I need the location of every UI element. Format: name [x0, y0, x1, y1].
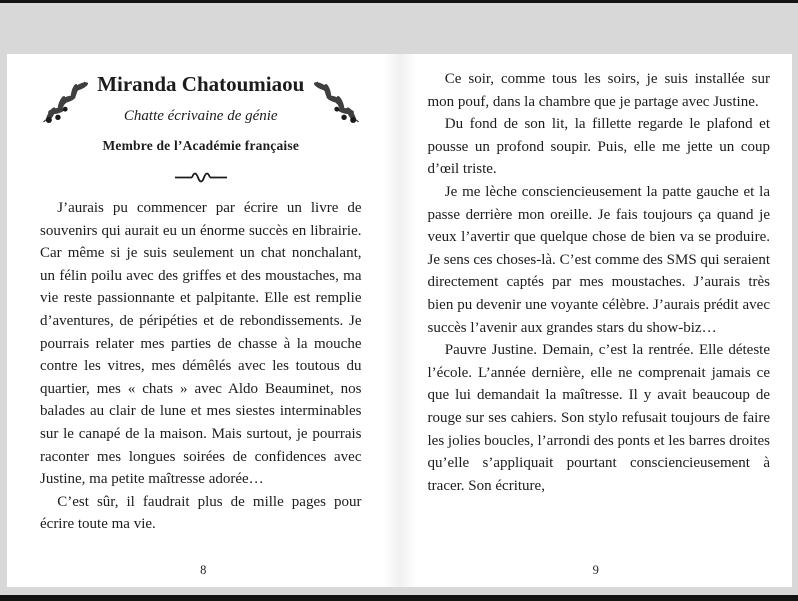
paragraph: Je me lèche consciencieusement la patte gauche et la passe derrière mon oreille. Je fais toujours ça quand je veux l’avertir que quelque chose de bien va se produire. Je sens ces choses-là. C’est comme des SMS qui seraient directement captés par mes moustaches. J’aurais très bien pu devenir une voyante célèbre. J’aurais prédit avec succès l’avenir aux grandes stars du show-biz…	[427, 183, 770, 336]
book-spread	[7, 54, 792, 587]
page-left	[7, 54, 400, 587]
paragraph: C’est sûr, il faudrait plus de mille pages pour écrire toute ma vie.	[40, 493, 362, 533]
page-number-left: 8	[200, 563, 207, 577]
right-page-text	[428, 68, 771, 497]
chapter-header	[40, 54, 362, 184]
paragraph: Du fond de son lit, la fillette regarde le plafond et pousse un profond soupir. Puis, elle me jette un coup d’œil triste.	[427, 116, 770, 178]
screen-bottom-edge	[0, 595, 798, 601]
page-number-right: 9	[592, 563, 599, 577]
left-page-text	[40, 197, 362, 536]
paragraph: Pauvre Justine. Demain, c’est la rentrée. Elle déteste l’école. L’année dernière, elle ne comprenait jamais ce que lui demandait la maîtresse. Il y avait beaucoup de rouge sur ses cahiers. Son stylo refusait toujours de faire les jolies boucles, l’arrondi des ponts et les barres droites qu’elle s’appliquait pourtant consciencieusement à tracer. Son écriture,	[427, 342, 770, 494]
olive-branch-right-icon	[306, 74, 364, 128]
paragraph: J’aurais pu commencer par écrire un livre de souvenirs qui aurait eu un énorme succès en librairie. Car même si je suis seulement un chat nonchalant, un félin poilu avec des griffes et des moustaches, ma vie reste passionnante et palpitante. Elle est remplie d’aventures, de péripéties et de rebondissements. Je pourrais relater mes parties de chasse à la mouche contre les vitres, mes démêlés avec les toutous du quartier, mes « chats » avec Aldo Beauminet, nos balades au clair de lune et mes siestes interminables sur le canapé de la maison. Mais surtout, je pourrais raconter mes longues soirées de confidences avec Justine, ma petite maîtresse adorée…	[40, 200, 362, 488]
screen-top-edge	[0, 0, 798, 3]
page-right	[400, 54, 793, 587]
author-title: Miranda Chatoumiaou	[97, 72, 305, 96]
paragraph: Ce soir, comme tous les soirs, je suis installée sur mon pouf, dans la chambre que je partage avec Justine.	[427, 71, 770, 110]
author-subtitle: Chatte écrivaine de génie	[123, 108, 278, 124]
section-divider-icon	[173, 170, 229, 184]
author-affiliation: Membre de l’Académie française	[102, 138, 300, 153]
olive-branch-left-icon	[38, 74, 96, 128]
